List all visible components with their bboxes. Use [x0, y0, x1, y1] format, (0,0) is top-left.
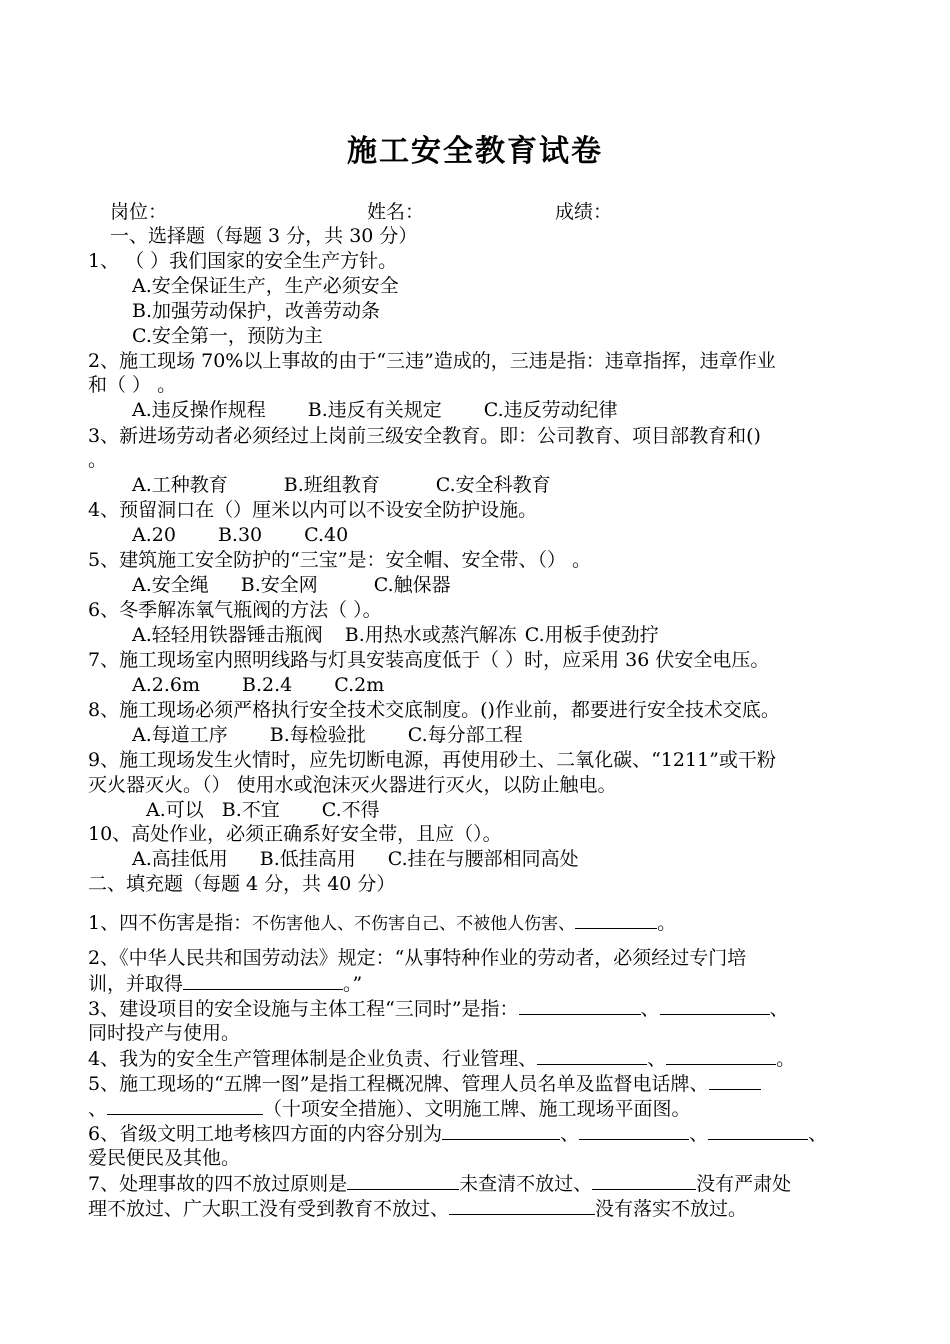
q9-stem-line1: 9、施工现场发生火情时，应先切断电源，再使用砂土、二氧化碳、“1211”或干粉: [88, 749, 776, 771]
q1-option-c: C.安全第一，预防为主: [132, 325, 323, 347]
fill7-prefix: 7、处理事故的四不放过原则是: [88, 1173, 348, 1195]
q2-option-a: A.违反操作规程: [132, 399, 266, 421]
fill6-blank-2: [579, 1121, 689, 1140]
fill4-sep: 、: [647, 1048, 667, 1070]
q2-options: [132, 398, 618, 422]
fill2-end: 。”: [343, 973, 363, 995]
fill4-end: 。: [776, 1048, 796, 1070]
q2-stem-line2: 和（ ） 。: [88, 374, 177, 396]
q5-option-a: A.安全绳: [132, 574, 209, 596]
fill1-end: 。: [657, 912, 677, 934]
fill3-sep-2: 、: [769, 998, 789, 1020]
fill6-blank-3: [708, 1121, 808, 1140]
fill1-answer-text: 不伤害他人、不伤害自己、不被他人伤害、: [252, 914, 576, 934]
fill3-sep-1: 、: [640, 998, 660, 1020]
q8-option-b: B.每检验批: [269, 724, 366, 746]
fill6-sep-2: 、: [689, 1123, 709, 1145]
fill6-sep-3: 、: [808, 1123, 828, 1145]
q6-stem: 6、冬季解冻氧气瓶阀的方法（ ）。: [88, 599, 382, 621]
fill5-line2: [88, 1096, 691, 1121]
q10-options: [132, 847, 579, 871]
fill2-line2: [88, 971, 362, 996]
fill7-line1: [88, 1171, 791, 1196]
section1-heading: 一、选择题（每题 3 分，共 30 分）: [110, 225, 418, 247]
fill3-blank-1: [519, 996, 641, 1015]
fill7-blank-2: [592, 1171, 696, 1190]
q5-options: [132, 573, 451, 597]
q4-option-a: A.20: [132, 524, 176, 546]
fill7-text-2: 没有严肃处: [696, 1173, 792, 1195]
score-label: 成绩：: [555, 201, 613, 223]
q5-option-b: B.安全网: [240, 574, 318, 596]
page-title: 施工安全教育试卷: [347, 134, 603, 169]
fill3-line2: 同时投产与使用。: [88, 1022, 241, 1044]
fill5-sep: 、: [88, 1098, 108, 1120]
q1-option-a: A.安全保证生产，生产必须安全: [132, 275, 399, 297]
fill5-blank-1: [709, 1071, 761, 1090]
q6-option-b: B.用热水或蒸汽解冻: [344, 624, 517, 646]
q7-option-b: B.2.4: [242, 674, 293, 696]
post-label: 岗位：: [110, 201, 168, 223]
fill2-prefix: 训，并取得: [88, 973, 184, 995]
fill7-blank-1: [347, 1171, 459, 1190]
q7-options: [132, 673, 384, 697]
fill2-line1: 2、《中华人民共和国劳动法》规定：“从事特种作业的劳动者，必须经过专门培: [88, 947, 747, 969]
fill6-line1: [88, 1121, 827, 1146]
fill4: [88, 1046, 795, 1071]
q2-option-b: B.违反有关规定: [307, 399, 442, 421]
fill4-blank-2: [666, 1046, 776, 1065]
q4-options: [132, 523, 348, 547]
q8-options: [132, 723, 523, 747]
q9-option-a: A.可以: [146, 799, 204, 821]
q4-stem: 4、预留洞口在（）厘米以内可以不设安全防护设施。: [88, 499, 538, 521]
q6-option-a: A.轻轻用铁器锤击瓶阀: [132, 624, 323, 646]
q4-option-c: C.40: [304, 524, 349, 546]
fill3-blank-2: [660, 996, 770, 1015]
q1-stem: 1、 （ ）我们国家的安全生产方针。: [88, 250, 398, 272]
q3-stem-line2: 。: [88, 449, 108, 471]
q4-option-b: B.30: [217, 524, 263, 546]
q3-stem-line1: 3、新进场劳动者必须经过上岗前三级安全教育。即：公司教育、项目部教育和(): [88, 425, 761, 447]
q8-option-c: C.每分部工程: [407, 724, 523, 746]
fill7-line2: [88, 1196, 747, 1221]
q2-stem-line1: 2、施工现场 70%以上事故的由于“三违”造成的，三违是指：违章指挥，违章作业: [88, 350, 776, 372]
q6-option-c: C.用板手使劲拧: [524, 624, 659, 646]
fill7-text-4: 没有落实不放过。: [595, 1198, 748, 1220]
q10-option-a: A.高挂低用: [132, 848, 228, 870]
fill3-prefix: 3、建设项目的安全设施与主体工程“三同时”是指：: [88, 998, 519, 1020]
q1-option-b: B.加强劳动保护，改善劳动条: [132, 300, 381, 322]
fill2-blank: [183, 971, 343, 990]
q3-options: [132, 473, 551, 497]
q7-option-a: A.2.6m: [132, 674, 200, 696]
fill5-suffix: （十项安全措施）、文明施工牌、施工现场平面图。: [263, 1098, 691, 1120]
q8-option-a: A.每道工序: [132, 724, 228, 746]
fill4-blank-1: [537, 1046, 647, 1065]
fill7-text-3: 理不放过、广大职工没有受到教育不放过、: [88, 1198, 450, 1220]
fill7-text-1: 未查清不放过、: [459, 1173, 593, 1195]
fill5-line1: [88, 1071, 761, 1096]
q8-stem: 8、施工现场必须严格执行安全技术交底制度。()作业前，都要进行安全技术交底。: [88, 699, 780, 721]
q7-option-c: C.2m: [334, 674, 385, 696]
q6-options: [132, 623, 659, 647]
fill5-blank-2: [107, 1096, 263, 1115]
q9-options: [146, 798, 380, 822]
fill6-blank-1: [442, 1121, 560, 1140]
q10-option-b: B.低挂高用: [259, 848, 356, 870]
q9-option-b: B.不宜: [221, 799, 280, 821]
q2-option-c: C.违反劳动纪律: [483, 399, 618, 421]
fill6-prefix: 6、省级文明工地考核四方面的内容分别为: [88, 1123, 443, 1145]
q10-option-c: C.挂在与腰部相同高处: [387, 848, 579, 870]
q7-stem: 7、施工现场室内照明线路与灯具安装高度低于（ ）时，应采用 36 伏安全电压。: [88, 649, 770, 671]
fill4-prefix: 4、我为的安全生产管理体制是企业负责、行业管理、: [88, 1048, 538, 1070]
q9-stem-line2: 灭火器灭火。（） 使用水或泡沫灭火器进行灭火，以防止触电。: [88, 774, 617, 796]
q5-option-c: C.触保器: [373, 574, 451, 596]
q3-option-b: B.班组教育: [283, 474, 380, 496]
q5-stem: 5、建筑施工安全防护的“三宝”是：安全帽、安全带、（） 。: [88, 549, 592, 571]
fill3-line1: [88, 996, 789, 1021]
q9-option-c: C.不得: [321, 799, 380, 821]
fill6-sep-1: 、: [560, 1123, 580, 1145]
q3-option-c: C.安全科教育: [435, 474, 551, 496]
fill1-prefix: 1、四不伤害是指：: [88, 912, 253, 934]
fill6-line2: 爱民便民及其他。: [88, 1147, 241, 1169]
fill1-blank: [575, 910, 657, 929]
fill7-blank-3: [449, 1196, 595, 1215]
q10-stem: 10、高处作业，必须正确系好安全带，且应（）。: [88, 823, 502, 845]
name-label: 姓名：: [367, 201, 425, 223]
fill1: [88, 910, 676, 936]
q3-option-a: A.工种教育: [132, 474, 228, 496]
section2-heading: 二、填充题（每题 4 分，共 40 分）: [88, 873, 396, 895]
fill5-prefix: 5、施工现场的“五牌一图”是指工程概况牌、管理人员名单及监督电话牌、: [88, 1073, 709, 1095]
